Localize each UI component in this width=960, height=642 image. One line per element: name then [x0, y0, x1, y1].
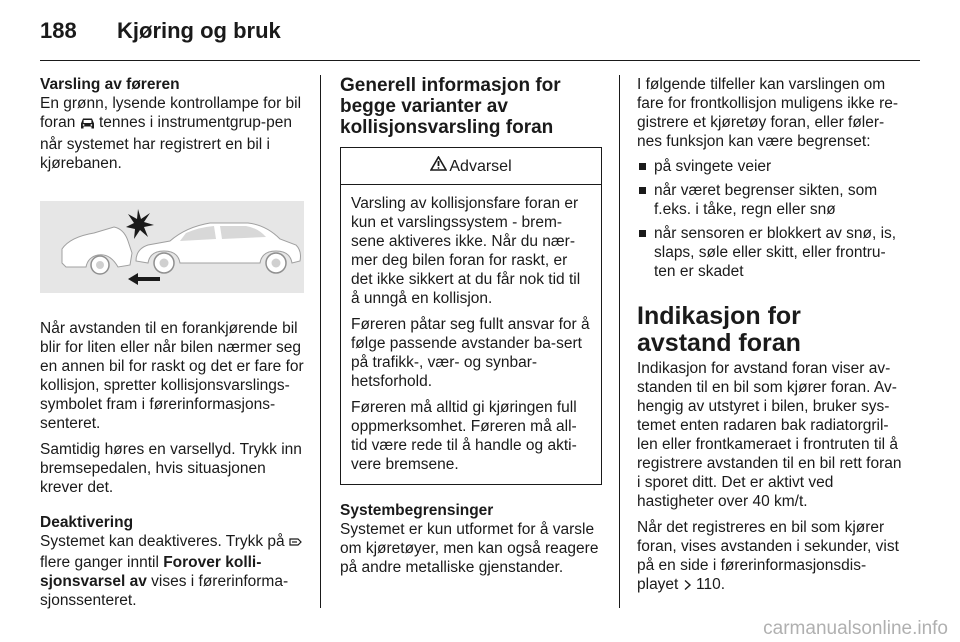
warning-title: Advarsel [449, 157, 512, 175]
page-reference-link[interactable]: 110 [695, 576, 721, 593]
bullet-square-icon [639, 187, 646, 194]
column-divider-1 [320, 75, 321, 608]
warning-header [341, 148, 601, 185]
bullet-square-icon [639, 163, 646, 170]
paragraph-limit-cases: I følgende tilfeller kan varslingen om fare for frontkollisjon muligens ikke re-gistrere et kjøretøy foran, eller føler-nes funksjon kan være begrenset: [637, 76, 899, 150]
heading-deactivation: Deaktivering [40, 514, 134, 531]
heading-system-limits: Systembegrensinger [340, 502, 494, 519]
warning-box [340, 147, 602, 485]
warning-paragraph-1: Varsling av kollisjonsfare foran er kun et varslingssystem - brem-sene aktiveres ikke. Når du nær-mer deg bilen foran for raskt, er det ikke sikkert at du får nok tid til å unngå en kollisjon. [351, 195, 581, 307]
heading-distance-indication: Indikasjon for avstand foran [637, 302, 801, 357]
column-3 [637, 75, 902, 596]
warning-paragraph-3: Føreren må alltid gi kjøringen full oppmerksomhet. Føreren må all-tid være rede til å handle og akti-vere bremsene. [351, 399, 577, 473]
section-title: Kjøring og bruk [117, 18, 281, 43]
header-rule [40, 60, 920, 61]
list-item: når været begrenser sikten, som f.eks. i tåke, regn eller snø [637, 181, 902, 219]
heading-general-info: Generell informasjon for begge varianter av kollisjonsvarsling foran [340, 75, 561, 138]
heading-driver-alert: Varsling av føreren [40, 76, 180, 93]
watermark: carmanualsonline.info [763, 618, 948, 639]
paragraph-warning-sound: Samtidig høres en varsellyd. Trykk inn bremsepedalen, hvis situasjonen krever det. [40, 441, 302, 496]
paragraph-system-limits: Systemet er kun utformet for å varsle om kjøretøyer, men kan også reagere på andre metalliske gjenstander. [340, 521, 599, 576]
warning-body [341, 185, 601, 484]
page-reference-arrow-icon [683, 577, 692, 596]
column-2 [340, 75, 602, 577]
limit-cases-list [637, 157, 902, 281]
distance-button-icon [289, 534, 303, 553]
vehicle-ahead-icon [80, 116, 95, 135]
bullet-square-icon [639, 230, 646, 237]
list-item: når sensoren er blokkert av snø, is, slaps, søle eller skitt, eller frontru-ten er skadet [637, 224, 902, 281]
warning-paragraph-2: Føreren påtar seg fullt ansvar for å følge passende avstander ba-sert på trafikk-, vær- og synbar-hetsforhold. [351, 316, 590, 390]
column-1 [40, 75, 304, 610]
warning-triangle-icon [430, 156, 447, 176]
column-divider-2 [619, 75, 620, 608]
paragraph-distance-display: Når det registreres en bil som kjører foran, vises avstanden i sekunder, vist på en side i førerinformasjonsdis-playet 110. [637, 518, 902, 596]
page-number: 188 [40, 18, 77, 43]
paragraph-alert-lamp: En grønn, lysende kontrollampe for bil foran tennes i instrumentgrup-pen når systemet har registrert en bil i kjørebanen. [40, 95, 302, 172]
paragraph-collision-symbol: Når avstanden til en forankjørende bil blir for liten eller når bilen nærmer seg en annen bil for raskt og det er fare for kollisjon, spretter kollisjonsvarslings-symbolet fram i førerinformasjons-senteret. [40, 320, 304, 432]
paragraph-distance-indication: Indikasjon for avstand foran viser av-standen til en bil som kjører foran. Av-hengig av utstyret i bilen, bruker sys-temet enten radaren bak radiatorgril-len eller frontkameraet i frontruten til å registrere avstanden til en bil rett foran i sporet ditt. Det er aktivt ved hastigheter over 40 km/t. [637, 360, 902, 510]
list-item: på svingete veier [637, 157, 902, 176]
paragraph-deactivation: Systemet kan deaktiveres. Trykk på flere ganger inntil Forover kolli-sjonsvarsel av vises i førerinforma-sjonssenteret. [40, 532, 304, 610]
collision-illustration [40, 201, 304, 293]
